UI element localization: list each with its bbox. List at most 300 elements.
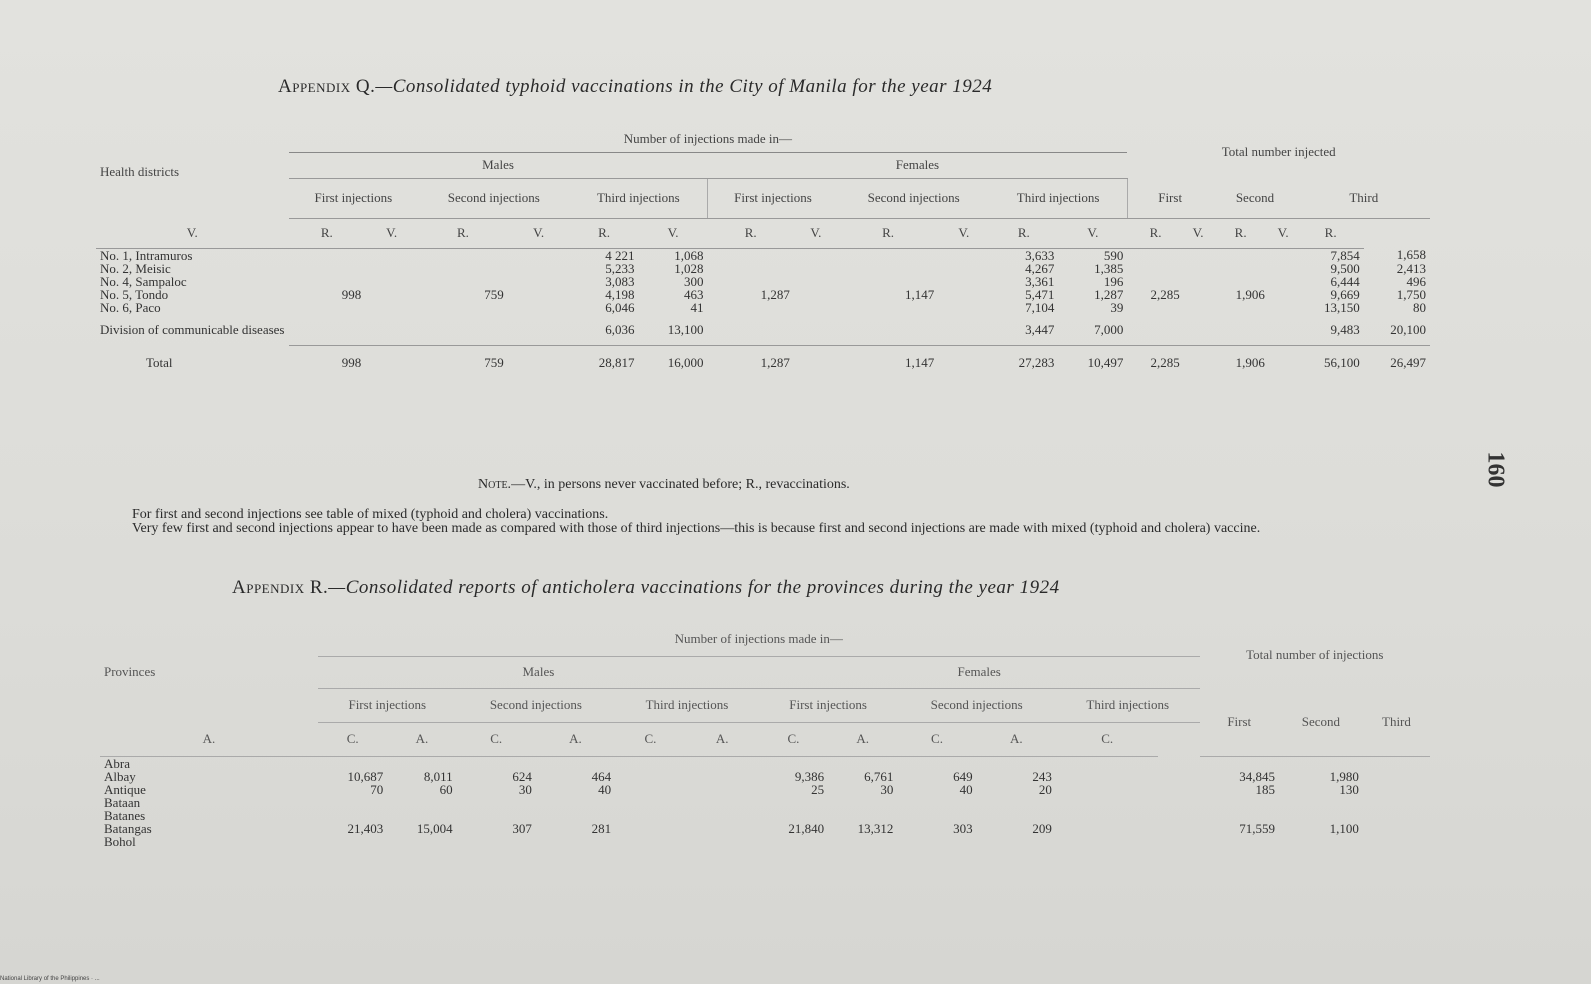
table-cell <box>418 275 508 288</box>
table-cell <box>615 822 686 835</box>
table-cell: 41 <box>690 299 704 315</box>
table-cell <box>615 835 686 848</box>
table-cell <box>508 262 570 275</box>
table-cell <box>1158 770 1199 783</box>
table-cell <box>794 262 838 275</box>
table-cell: 7,104 <box>1025 299 1055 315</box>
ac-header: A. <box>686 722 759 756</box>
table-cell: 30 <box>880 781 894 797</box>
table-cell <box>708 248 794 262</box>
total-row <box>96 346 1430 380</box>
table-cell: 3,361 <box>1025 273 1055 289</box>
table-cell <box>828 796 897 809</box>
appendix-q-title-text: —Consolidated typhoid vaccinations in the City of Manila for the year 1924 <box>375 76 993 97</box>
total-cell <box>365 346 418 380</box>
total-cell: 998 <box>289 346 366 380</box>
table-cell <box>365 262 418 275</box>
appendix-r-body <box>100 756 1430 848</box>
table-cell: 496 <box>1406 273 1426 289</box>
q-subheader: Second <box>1212 178 1297 218</box>
table-cell <box>536 835 615 848</box>
table-cell: 3,447 <box>1025 321 1055 337</box>
table-cell <box>1056 822 1159 835</box>
table-cell: 1,287 <box>760 286 790 302</box>
table-cell <box>708 275 794 288</box>
table-cell <box>1127 314 1183 346</box>
table-row <box>96 301 1430 314</box>
table-cell <box>615 796 686 809</box>
ac-header: A. <box>100 722 318 756</box>
table-cell <box>1184 288 1213 301</box>
table-cell <box>1158 756 1199 770</box>
r-subheader: Second injections <box>897 688 1056 722</box>
table-cell <box>1158 835 1199 848</box>
table-cell <box>1056 796 1159 809</box>
table-cell: 590 <box>1103 247 1124 263</box>
appendix-r-title-text: —Consolidated reports of anticholera vaccinations for the provinces during the year 1924 <box>328 577 1060 598</box>
table-row <box>100 822 1430 835</box>
table-cell <box>1279 796 1363 809</box>
table-cell <box>615 756 686 770</box>
table-cell <box>1279 756 1363 770</box>
table-cell <box>1158 809 1199 822</box>
vr-header: R. <box>989 218 1058 248</box>
table-cell <box>838 314 938 346</box>
table-cell <box>1200 835 1279 848</box>
table-cell: 9,669 <box>1330 286 1360 302</box>
table-cell <box>615 783 686 796</box>
table-cell <box>794 275 838 288</box>
table-cell <box>508 275 570 288</box>
footer-credit: National Library of the Philippines · ... <box>0 976 100 982</box>
table-cell: 1,658 <box>1396 247 1426 263</box>
row-label: No. 6, Paco <box>100 299 161 315</box>
table-cell <box>1212 262 1268 275</box>
table-cell <box>708 301 794 314</box>
table-cell <box>1363 809 1430 822</box>
table-cell <box>828 756 897 770</box>
table-cell <box>1363 835 1430 848</box>
table-cell <box>759 796 828 809</box>
row-label: Division of communicable diseases <box>100 322 285 337</box>
table-cell <box>1279 809 1363 822</box>
q-subheader: First <box>1127 178 1212 218</box>
table-cell: 4,267 <box>1025 260 1055 276</box>
table-cell: 25 <box>811 781 825 797</box>
q-subheader: Second injections <box>418 178 569 218</box>
table-cell <box>897 835 976 848</box>
table-cell <box>794 248 838 262</box>
vr-header: R. <box>838 218 938 248</box>
table-row <box>100 756 1430 770</box>
table-cell <box>387 756 456 770</box>
females-header: Females <box>708 152 1128 178</box>
appendix-q-title <box>278 76 992 98</box>
table-cell <box>794 288 838 301</box>
total-cell <box>794 346 838 380</box>
ac-header: C. <box>759 722 828 756</box>
table-cell <box>1363 796 1430 809</box>
table-cell: 9,386 <box>794 768 825 784</box>
table-cell: 20,100 <box>1390 321 1426 337</box>
table-cell: 1,147 <box>904 286 935 302</box>
table-cell <box>1056 783 1159 796</box>
r-females-header: Females <box>759 656 1200 688</box>
table-cell <box>1269 301 1298 314</box>
table-cell <box>794 301 838 314</box>
table-cell <box>289 301 366 314</box>
table-row <box>96 275 1430 288</box>
table-cell <box>938 275 989 288</box>
table-cell: 71,559 <box>1239 820 1275 836</box>
vr-header: R. <box>289 218 366 248</box>
table-cell <box>1200 756 1279 770</box>
vr-header: V. <box>938 218 989 248</box>
table-cell <box>1184 301 1213 314</box>
note <box>478 477 850 493</box>
table-cell <box>1200 796 1279 809</box>
row-label: Bohol <box>104 833 136 849</box>
table-cell <box>418 314 508 346</box>
table-cell <box>897 796 976 809</box>
table-cell <box>938 314 989 346</box>
table-cell <box>938 288 989 301</box>
note-lead: Note. <box>478 477 512 492</box>
table-cell <box>759 835 828 848</box>
table-cell: 1,068 <box>674 247 704 263</box>
subheader-row <box>96 178 1430 218</box>
table-cell <box>1363 822 1430 835</box>
r-total-subheader: First <box>1200 688 1279 756</box>
table-cell <box>289 275 366 288</box>
row-label: Abra <box>104 755 130 771</box>
table-cell <box>686 809 759 822</box>
table-cell: 15,004 <box>416 820 453 836</box>
table-cell: 307 <box>512 820 532 836</box>
table-cell <box>1184 262 1213 275</box>
table-cell <box>1279 835 1363 848</box>
table-cell <box>457 796 536 809</box>
total-cell: 1,147 <box>838 346 938 380</box>
table-cell <box>318 809 387 822</box>
table-cell <box>1127 301 1183 314</box>
vr-header: V. <box>365 218 418 248</box>
table-cell <box>508 248 570 262</box>
row-label: Antique <box>104 781 146 797</box>
table-cell <box>1212 248 1268 262</box>
table-cell: 209 <box>1032 820 1052 836</box>
q-subheader: Third injections <box>570 178 708 218</box>
table-cell <box>977 796 1056 809</box>
table-cell <box>1184 314 1213 346</box>
table-cell <box>1212 275 1268 288</box>
table-cell <box>508 314 570 346</box>
appendix-r-table <box>100 622 1430 848</box>
table-cell <box>418 301 508 314</box>
total-cell: 26,497 <box>1364 346 1430 380</box>
table-cell <box>1127 262 1183 275</box>
provinces-header: Provinces <box>104 664 156 679</box>
table-cell <box>897 756 976 770</box>
table-cell: 13,150 <box>1323 299 1360 315</box>
table-cell <box>759 809 828 822</box>
q-subheader: First injections <box>708 178 838 218</box>
appendix-q-table <box>96 126 1430 380</box>
appendix-q-body <box>96 248 1430 380</box>
table-cell <box>1056 756 1159 770</box>
ac-header: C. <box>897 722 976 756</box>
table-cell <box>1184 275 1213 288</box>
total-cell: 10,497 <box>1058 346 1127 380</box>
table-cell: 998 <box>341 286 362 302</box>
table-cell <box>897 809 976 822</box>
table-cell: 21,403 <box>347 820 384 836</box>
table-cell <box>938 262 989 275</box>
table-cell <box>1056 770 1159 783</box>
total-label: Total <box>146 355 173 370</box>
ac-header: C. <box>457 722 536 756</box>
table-cell <box>977 809 1056 822</box>
paragraph-1: For first and second injections see table of mixed (typhoid and cholera) vaccinations. <box>132 507 609 522</box>
table-cell <box>759 756 828 770</box>
table-cell: 281 <box>591 820 612 836</box>
q-subheader: Third injections <box>989 178 1127 218</box>
table-cell: 6,761 <box>864 768 894 784</box>
appendix-q-title-lead: Appendix Q. <box>278 76 376 97</box>
table-cell: 185 <box>1255 781 1275 797</box>
r-subheader: Second injections <box>457 688 616 722</box>
table-cell <box>828 809 897 822</box>
table-cell: 464 <box>591 768 612 784</box>
table-cell <box>838 248 938 262</box>
table-cell: 1,385 <box>1094 260 1124 276</box>
r-subheader: First injections <box>759 688 898 722</box>
vr-header: V. <box>639 218 708 248</box>
table-cell <box>289 248 366 262</box>
table-cell <box>1363 770 1430 783</box>
table-cell <box>418 262 508 275</box>
table-cell: 2,413 <box>1396 260 1426 276</box>
table-cell: 3,083 <box>605 273 635 289</box>
vr-header: V. <box>794 218 838 248</box>
q-subheader: Third <box>1298 178 1430 218</box>
r-males-header: Males <box>318 656 759 688</box>
total-cell: 16,000 <box>639 346 708 380</box>
table-cell <box>318 756 387 770</box>
table-cell <box>387 835 456 848</box>
table-cell <box>289 262 366 275</box>
table-cell: 60 <box>439 781 453 797</box>
table-cell <box>686 783 759 796</box>
total-cell: 759 <box>418 346 508 380</box>
table-cell <box>615 809 686 822</box>
table-cell: 80 <box>1413 299 1426 315</box>
table-cell <box>838 275 938 288</box>
table-cell: 463 <box>684 286 704 302</box>
table-cell: 7,854 <box>1330 247 1360 263</box>
table-cell <box>1363 756 1430 770</box>
table-cell <box>1158 783 1199 796</box>
table-cell <box>289 314 366 346</box>
table-cell <box>1056 835 1159 848</box>
table-cell <box>536 756 615 770</box>
vr-header: V. <box>508 218 570 248</box>
vr-header: V. <box>1184 218 1213 248</box>
table-row <box>96 248 1430 262</box>
row-label: No. 2, Meisic <box>100 260 171 276</box>
table-cell: 10,687 <box>347 768 384 784</box>
table-cell: 6,046 <box>605 299 635 315</box>
table-cell: 4 221 <box>605 247 635 263</box>
table-cell: 759 <box>484 286 504 302</box>
q-subheader: Second injections <box>838 178 989 218</box>
males-header: Males <box>289 152 708 178</box>
total-cell <box>1269 346 1298 380</box>
paragraph-2: Very few first and second injections appear to have been made as compared with those of third injections—this is because first and second injections are made with mixed (typhoid and cholera) vaccine. <box>132 521 1261 536</box>
table-cell <box>536 796 615 809</box>
table-cell <box>1158 796 1199 809</box>
table-cell: 1,906 <box>1235 286 1265 302</box>
vr-header: R. <box>708 218 794 248</box>
table-cell: 624 <box>512 768 532 784</box>
ac-header: A. <box>828 722 897 756</box>
vr-header: R. <box>1298 218 1364 248</box>
table-cell: 1,100 <box>1329 820 1359 836</box>
ac-header: C. <box>615 722 686 756</box>
table-row <box>96 288 1430 301</box>
total-cell <box>508 346 570 380</box>
table-cell <box>1127 275 1183 288</box>
vr-header: R. <box>570 218 639 248</box>
table-cell: 2,285 <box>1150 286 1180 302</box>
row-label: No. 1, Intramuros <box>100 247 193 263</box>
table-cell: 9,483 <box>1330 321 1360 337</box>
table-cell <box>838 262 938 275</box>
table-cell: 21,840 <box>788 820 825 836</box>
table-cell <box>365 275 418 288</box>
table-cell <box>365 248 418 262</box>
table-cell <box>686 770 759 783</box>
table-cell <box>615 770 686 783</box>
appendix-r-title <box>232 577 1060 599</box>
table-cell <box>457 835 536 848</box>
total-cell: 27,283 <box>989 346 1058 380</box>
table-cell <box>457 756 536 770</box>
table-cell <box>938 301 989 314</box>
table-cell: 1,287 <box>1094 286 1124 302</box>
table-cell <box>1363 783 1430 796</box>
r-total-subheader: Second <box>1279 688 1363 756</box>
table-cell: 243 <box>1032 768 1052 784</box>
ac-header: C. <box>318 722 387 756</box>
vr-header: R. <box>1127 218 1183 248</box>
health-districts-header: Health districts <box>100 164 180 179</box>
r-total-header: Total number of injections <box>1246 647 1384 662</box>
table-cell: 34,845 <box>1239 768 1275 784</box>
table-cell <box>938 248 989 262</box>
r-injections-group-header: Number of injections made in— <box>318 622 1200 656</box>
table-cell <box>977 756 1056 770</box>
table-cell: 6,036 <box>605 321 635 337</box>
table-cell <box>686 822 759 835</box>
table-row <box>96 262 1430 275</box>
table-cell: 649 <box>953 768 973 784</box>
vr-header: V. <box>1269 218 1298 248</box>
table-row <box>100 770 1430 783</box>
table-cell <box>794 314 838 346</box>
appendix-r-title-lead: Appendix R. <box>232 577 329 598</box>
table-cell: 5,471 <box>1025 286 1055 302</box>
table-cell: 1,028 <box>674 260 704 276</box>
row-label: Albay <box>104 768 136 784</box>
table-cell: 13,312 <box>857 820 894 836</box>
table-cell: 8,011 <box>423 768 453 784</box>
table-cell: 7,000 <box>1094 321 1124 337</box>
total-cell: 2,285 <box>1127 346 1183 380</box>
table-cell: 1,750 <box>1396 286 1426 302</box>
table-cell: 6,444 <box>1330 273 1360 289</box>
ac-header: C. <box>1056 722 1159 756</box>
table-cell: 20 <box>1038 781 1052 797</box>
table-cell <box>1269 262 1298 275</box>
table-cell: 39 <box>1110 299 1124 315</box>
row-label: Bataan <box>104 794 141 810</box>
table-cell <box>1212 301 1268 314</box>
table-cell <box>1200 809 1279 822</box>
table-cell <box>1269 275 1298 288</box>
table-cell: 130 <box>1339 781 1359 797</box>
table-cell: 40 <box>598 781 612 797</box>
table-cell <box>686 796 759 809</box>
table-cell <box>1127 248 1183 262</box>
r-total-subheader: Third <box>1363 688 1430 756</box>
r-subheader: Third injections <box>1056 688 1200 722</box>
vr-header: V. <box>96 218 289 248</box>
table-cell <box>387 796 456 809</box>
r-subheader: First injections <box>318 688 457 722</box>
table-cell <box>508 301 570 314</box>
ac-header: A. <box>977 722 1056 756</box>
table-cell: 30 <box>518 781 532 797</box>
table-cell: 3,633 <box>1025 247 1055 263</box>
table-cell <box>365 301 418 314</box>
table-cell <box>318 835 387 848</box>
table-cell: 5,233 <box>605 260 635 276</box>
table-cell: 1,980 <box>1329 768 1359 784</box>
table-cell <box>1158 822 1199 835</box>
total-injected-header: Total number injected <box>1221 144 1336 159</box>
table-cell <box>1269 248 1298 262</box>
vr-header: R. <box>418 218 508 248</box>
table-cell: 9,500 <box>1330 260 1360 276</box>
total-cell: 28,817 <box>570 346 639 380</box>
vr-header: V. <box>1058 218 1127 248</box>
ac-header: A. <box>387 722 456 756</box>
table-row <box>100 809 1430 822</box>
table-cell <box>536 809 615 822</box>
table-cell <box>387 809 456 822</box>
table-cell <box>708 262 794 275</box>
row-label: No. 5, Tondo <box>100 286 169 302</box>
table-cell <box>1184 248 1213 262</box>
table-row <box>100 835 1430 848</box>
total-cell: 56,100 <box>1298 346 1364 380</box>
r-subheader: Third injections <box>615 688 759 722</box>
note-text: —V., in persons never vaccinated before; R., revaccinations. <box>511 477 850 492</box>
table-row <box>96 314 1430 346</box>
table-cell: 300 <box>684 273 704 289</box>
table-cell <box>318 796 387 809</box>
